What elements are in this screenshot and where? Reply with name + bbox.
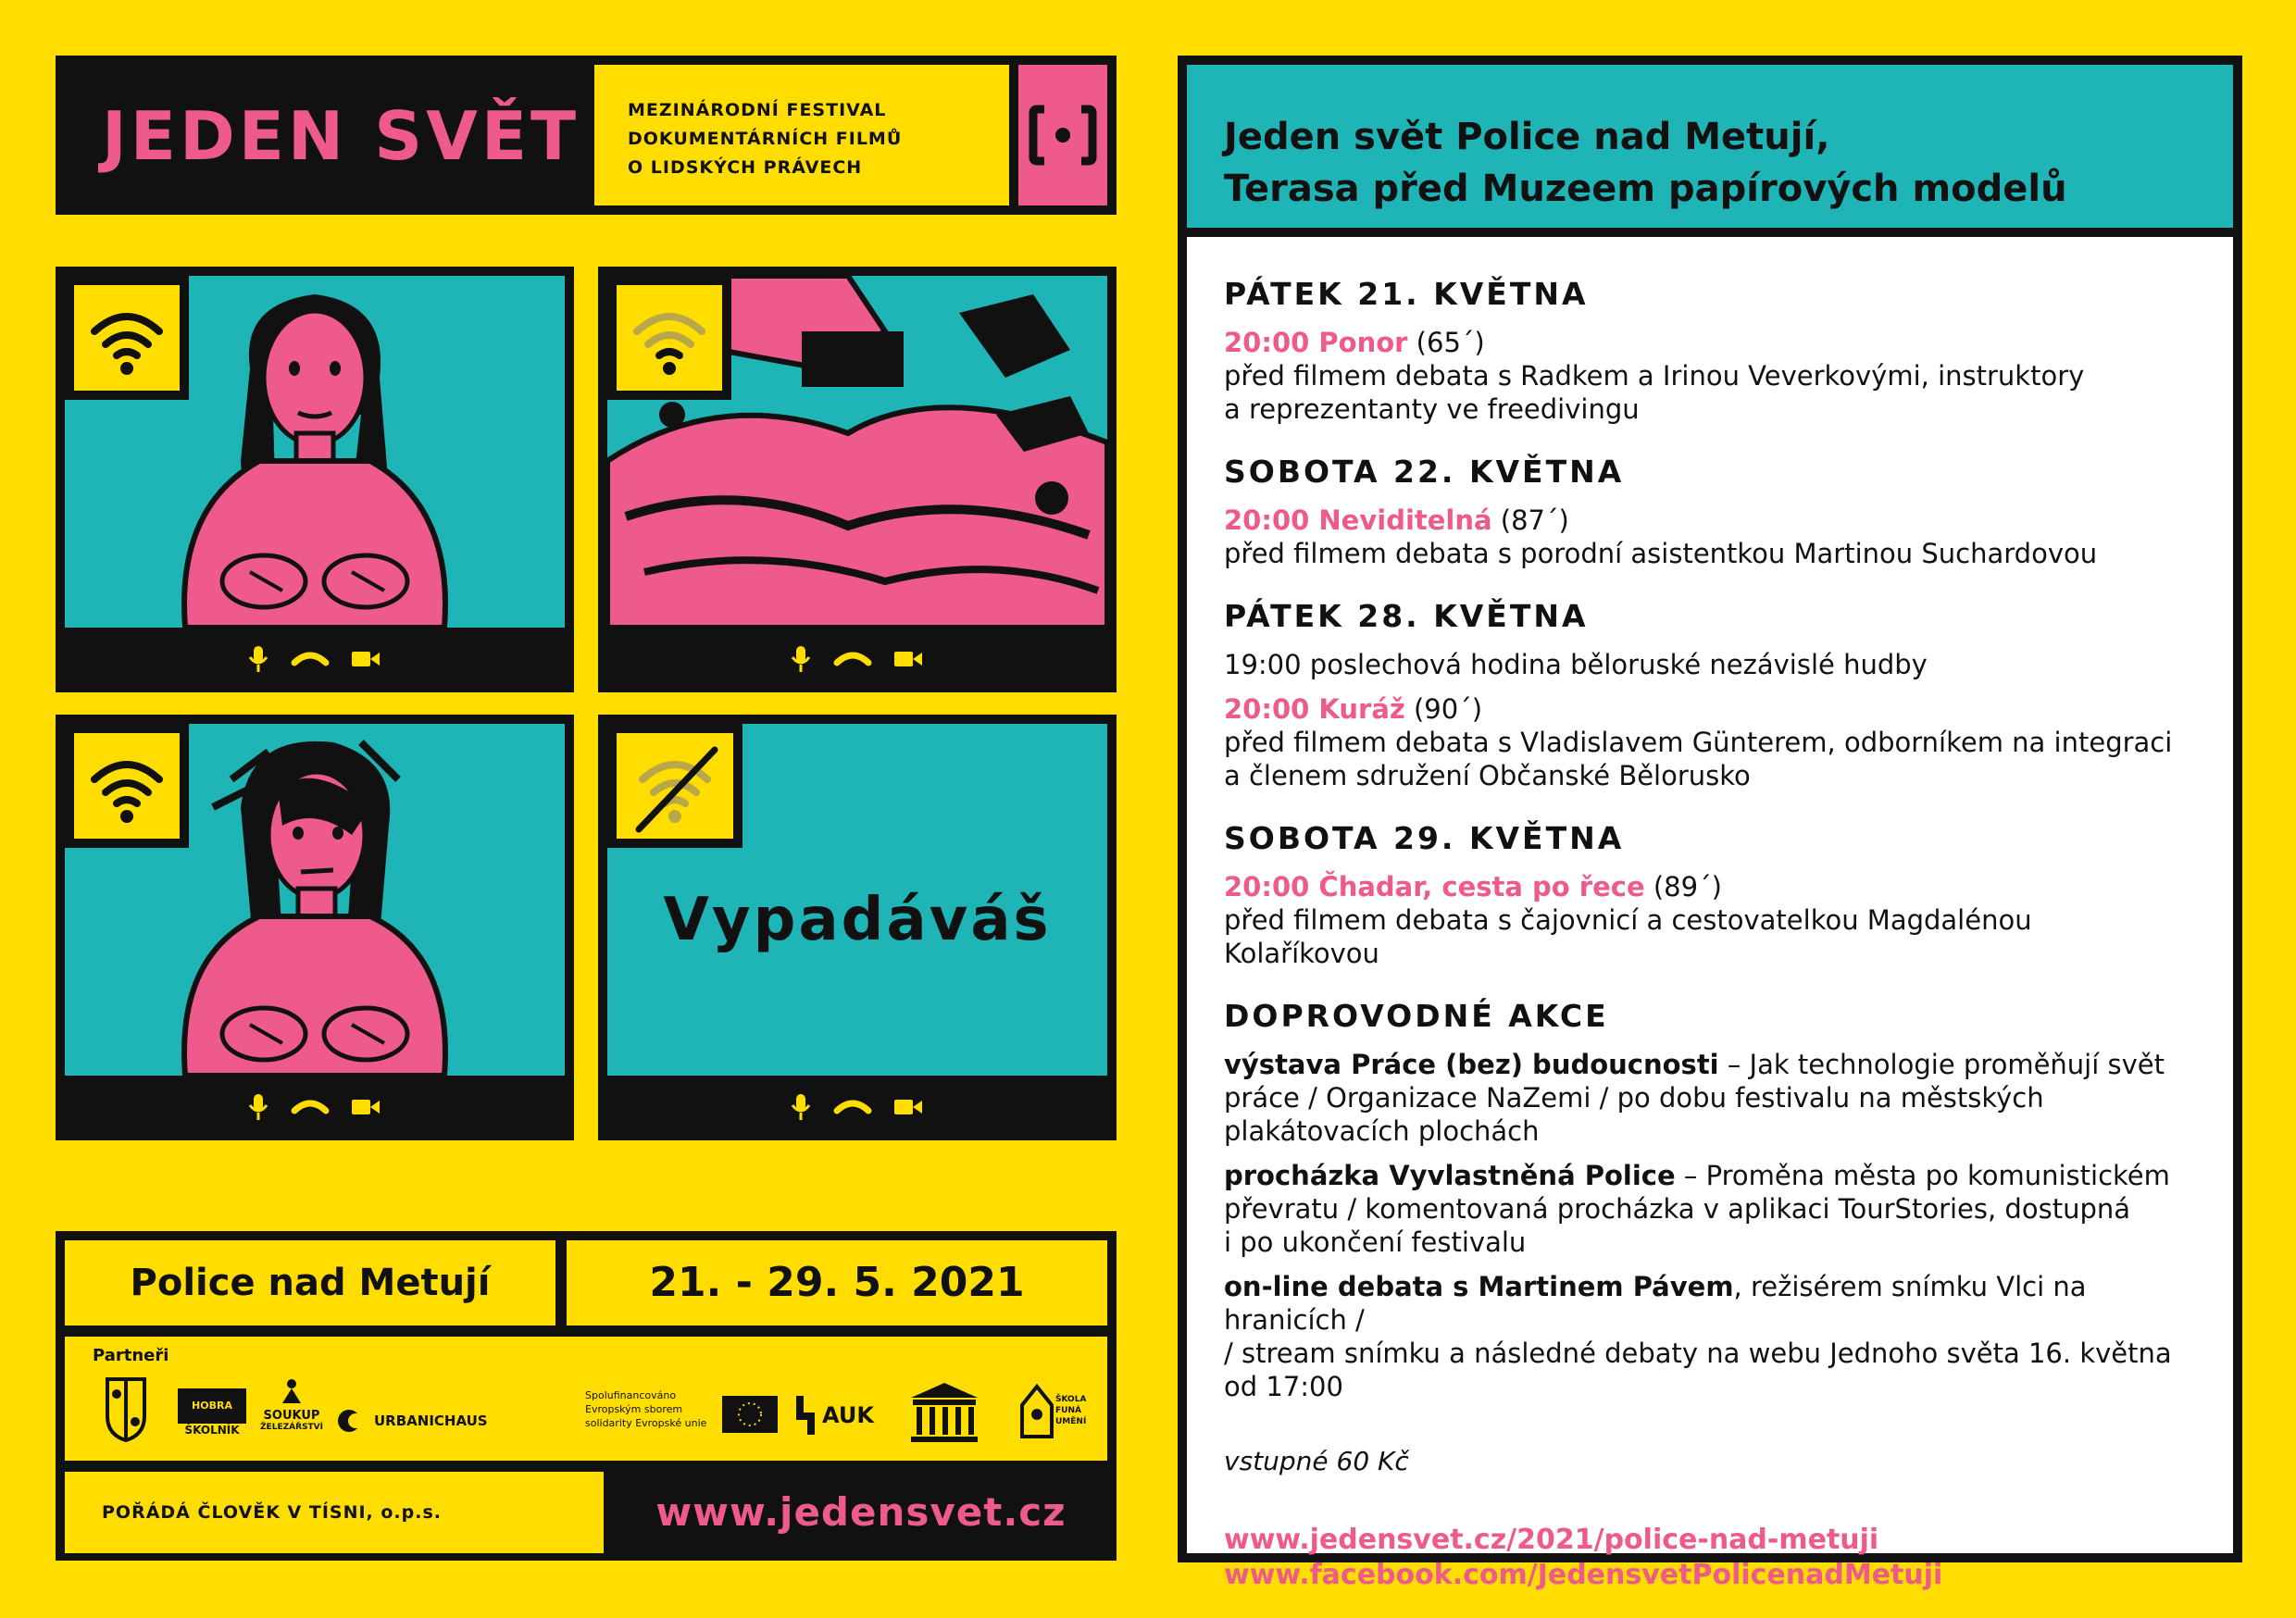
soukup-sub-text: ŽELEZÁŘSTVÍ	[260, 1423, 323, 1432]
soukup-figure-icon	[278, 1377, 306, 1405]
screening-description: před filmem debata s Radkem a Irinou Veverkovými, instruktory	[1224, 360, 2085, 392]
camera-icon[interactable]	[894, 1100, 922, 1114]
camera-icon[interactable]	[894, 652, 922, 666]
side-event-text: – Jak technologie proměňují svět	[1718, 1049, 2165, 1080]
wifi-box	[65, 276, 189, 400]
venue-line: Terasa před Muzeem papírových modelů	[1224, 168, 2067, 210]
venue-line: Jeden svět Police nad Metují,	[1224, 116, 1830, 158]
festival-title: JEDEN SVĚT	[102, 97, 580, 175]
video-screen	[65, 724, 565, 1076]
phone-icon[interactable]	[837, 1103, 868, 1111]
urbanichaus-logo	[337, 1409, 488, 1433]
hobra-text: HOBRA	[178, 1388, 246, 1424]
phone-icon[interactable]	[837, 655, 868, 663]
hobra-skolnik-logo	[178, 1381, 246, 1444]
screening-description: před filmem debata s čajovnicí a cestovatelkou Magdalénou	[1224, 904, 2032, 936]
microphone-icon[interactable]	[250, 646, 267, 672]
wifi-weak-icon	[617, 285, 722, 391]
screening-description: Kolaříkovou	[1224, 938, 1379, 969]
program-body	[1187, 237, 2233, 1591]
festival-header	[56, 56, 1117, 215]
call-controls	[56, 628, 574, 692]
film-title: 20:00 Ponor	[1224, 327, 1408, 358]
disconnect-message: Vypadáváš	[663, 886, 1052, 954]
side-event-text: od 17:00	[1224, 1371, 1343, 1402]
video-screen	[65, 276, 565, 628]
side-event	[1224, 1048, 2196, 1148]
location: Police nad Metují	[65, 1240, 555, 1326]
skola-text: ŠKOLA FUNÁ UMĚNÍ	[1055, 1395, 1087, 1426]
film-title: 20:00 Kuráž	[1224, 693, 1405, 725]
festival-dates: 21. - 29. 5. 2021	[567, 1240, 1107, 1326]
film-title: 20:00 Čhadar, cesta po řece	[1224, 871, 1645, 902]
music-event: 19:00 poslechová hodina běloruské nezávislé hudby	[1224, 649, 1928, 680]
facebook-link[interactable]: www.facebook.com/JedensvetPolicenadMetuji	[1224, 1559, 1943, 1591]
festival-website-link[interactable]: www.jedensvet.cz	[655, 1489, 1067, 1535]
side-event-text: – Proměna města po komunistickém	[1675, 1160, 2170, 1191]
call-controls	[598, 1076, 1117, 1140]
one-world-logo-icon	[1018, 65, 1107, 205]
film-duration: (90´)	[1404, 693, 1483, 725]
side-event-text: / stream snímku a následné debaty na webu Jednoho světa 16. května	[1224, 1338, 2172, 1369]
screening	[1224, 326, 2196, 426]
program-panel	[1178, 56, 2242, 1591]
film-duration: (87´)	[1491, 504, 1569, 536]
skolnik-text: ŠKOLNÍK	[184, 1424, 240, 1437]
side-event-text: práce / Organizace NaZemi / po dobu festivalu na městských	[1224, 1082, 2044, 1114]
screening	[1224, 504, 2196, 570]
screening	[1224, 692, 2196, 792]
screening-description: a reprezentanty ve freedivingu	[1224, 393, 1640, 425]
auk-text: AUK	[822, 1402, 874, 1428]
day-heading: PÁTEK 21. KVĚTNA	[1224, 276, 1589, 312]
side-event-text: plakátovacích plochách	[1224, 1115, 1540, 1147]
organizer: POŘÁDÁ ČLOVĚK V TÍSNI, o.p.s.	[65, 1472, 604, 1553]
phone-icon[interactable]	[294, 1103, 326, 1111]
day-heading: SOBOTA 22. KVĚTNA	[1224, 454, 1625, 490]
eu-cofinanced-text: Spolufinancováno Evropským sborem solidarity Evropské unie	[585, 1389, 707, 1429]
screening-description: před filmem debata s porodní asistentkou Martinou Suchardovou	[1224, 538, 2098, 569]
screening-description: a členem sdružení Občanské Bělorusko	[1224, 760, 1751, 791]
urbanichaus-mark-icon	[337, 1409, 370, 1433]
day-heading: PÁTEK 28. KVĚTNA	[1224, 598, 1589, 634]
day-heading: SOBOTA 29. KVĚTNA	[1224, 820, 1625, 856]
skola-logo	[1018, 1377, 1092, 1442]
entry-fee: vstupné 60 Kč	[1224, 1446, 1409, 1476]
side-event-text: převratu / komentovaná procházka v aplikaci TourStories, dostupná	[1224, 1193, 2131, 1225]
call-controls	[56, 1076, 574, 1140]
soukup-logo	[259, 1377, 324, 1432]
wifi-box	[65, 724, 189, 848]
video-tile-4	[598, 715, 1117, 1140]
video-screen	[607, 724, 1107, 1076]
wifi-icon	[74, 733, 180, 839]
skola-house-icon	[1018, 1377, 1055, 1442]
auk-mark-icon	[792, 1394, 818, 1437]
partners-label: Partneři	[93, 1346, 169, 1365]
video-tile-1	[56, 267, 574, 692]
soukup-text: SOUKUP	[263, 1409, 320, 1423]
festival-subtitle	[594, 65, 1009, 205]
video-tile-3	[56, 715, 574, 1140]
eu-flag-icon	[722, 1396, 778, 1437]
side-event	[1224, 1159, 2196, 1259]
wifi-icon	[74, 285, 180, 391]
microphone-icon[interactable]	[792, 1094, 809, 1120]
festival-footer	[56, 1231, 1117, 1561]
links	[1224, 1523, 2196, 1593]
video-screen	[607, 276, 1107, 628]
urbanichaus-text: URBANICHAUS	[374, 1413, 488, 1429]
wifi-box	[607, 724, 742, 848]
side-event	[1224, 1270, 2196, 1403]
wifi-off-icon	[617, 733, 733, 839]
phone-icon[interactable]	[294, 655, 326, 663]
side-event-title: procházka Vyvlastněná Police	[1224, 1160, 1676, 1191]
film-title: 20:00 Neviditelná	[1224, 504, 1492, 536]
subtitle-line: O LIDSKÝCH PRÁVECH	[628, 157, 863, 178]
auk-logo	[792, 1394, 874, 1437]
film-duration: (65´)	[1407, 327, 1485, 358]
subtitle-line: DOKUMENTÁRNÍCH FILMŮ	[628, 129, 903, 149]
video-tile-2	[598, 267, 1117, 692]
side-event-text: , režisérem snímku Vlci na hranicích /	[1224, 1271, 2087, 1336]
museum-logo	[907, 1379, 981, 1450]
screening-description: před filmem debata s Vladislavem Günterem, odborníkem na integraci	[1224, 727, 2173, 758]
microphone-icon[interactable]	[792, 646, 809, 672]
film-duration: (89´)	[1644, 871, 1722, 902]
screening	[1224, 870, 2196, 970]
program-web-link[interactable]: www.jedensvet.cz/2021/police-nad-metuji	[1224, 1524, 1879, 1556]
program-header	[1187, 65, 2233, 228]
side-event-title: výstava Práce (bez) budoucnosti	[1224, 1049, 1719, 1080]
side-events-heading: DOPROVODNÉ AKCE	[1224, 998, 1609, 1034]
wifi-box	[607, 276, 731, 400]
police-crest-logo	[104, 1375, 148, 1446]
partners-strip	[65, 1337, 1107, 1461]
camera-icon[interactable]	[352, 1100, 380, 1114]
microphone-icon[interactable]	[250, 1094, 267, 1120]
camera-icon[interactable]	[352, 652, 380, 666]
subtitle-line: MEZINÁRODNÍ FESTIVAL	[628, 100, 887, 120]
call-controls	[598, 628, 1117, 692]
side-event-title: on-line debata s Martinem Pávem	[1224, 1271, 1734, 1302]
side-event-text: i po ukončení festivalu	[1224, 1226, 1527, 1258]
